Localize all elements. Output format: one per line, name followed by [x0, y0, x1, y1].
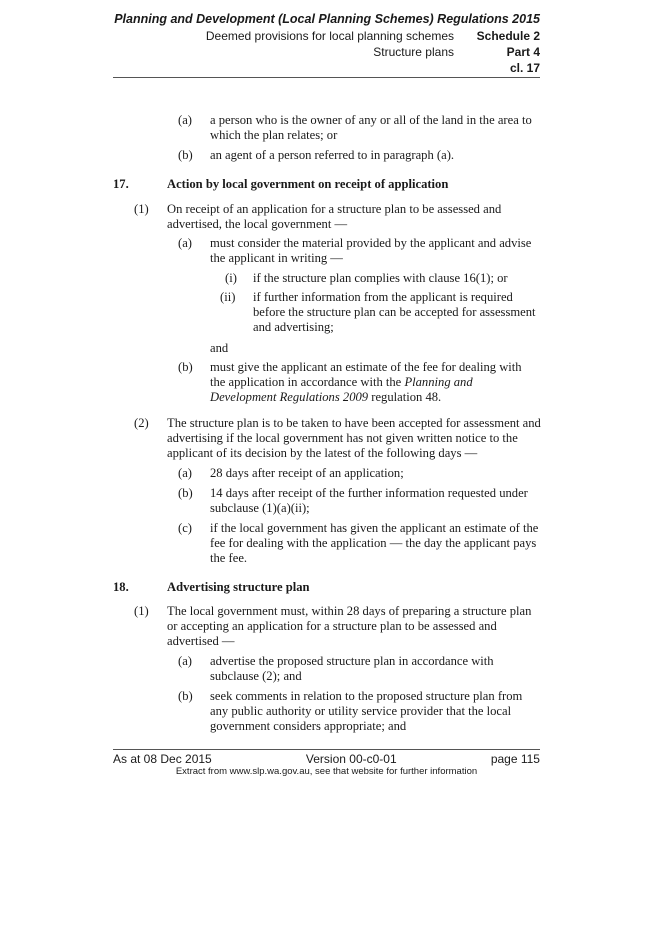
- header-row-part: [113, 45, 540, 59]
- section-heading: Advertising structure plan: [167, 580, 310, 594]
- paragraph-label: (b): [178, 689, 193, 703]
- subclause-label: (2): [134, 416, 149, 430]
- paragraph-text-part: must give the applicant an estimate of the fee for dealing with the application in accordance with the: [210, 360, 522, 389]
- header-row-value: cl. 17: [509, 61, 540, 75]
- paragraph-text: a person who is the owner of any or all of the land in the area to which the plan relates; or: [210, 113, 532, 142]
- section-number: 17.: [113, 177, 129, 191]
- paragraph-text: 28 days after receipt of an application;: [210, 466, 404, 480]
- running-header-title: Planning and Development (Local Planning Schemes) Regulations 2015: [114, 12, 540, 26]
- footer-page-number: page 115: [490, 752, 540, 766]
- subclause-label: (1): [134, 202, 149, 216]
- paragraph-label: (a): [178, 236, 192, 250]
- paragraph-text: [210, 360, 540, 405]
- footer-row: [113, 752, 540, 766]
- paragraph-text: must consider the material provided by the applicant and advise the applicant in writing —: [210, 236, 532, 265]
- footer-version: Version 00-c0-01: [305, 752, 397, 766]
- header-row-label: Structure plans: [373, 45, 454, 59]
- paragraph-label: (b): [178, 148, 193, 162]
- header-row-label: Deemed provisions for local planning schemes: [205, 29, 454, 43]
- header-divider: [113, 77, 540, 78]
- subparagraph-label: (ii): [220, 290, 236, 304]
- subparagraph-label: (i): [225, 271, 237, 285]
- subclause-text: The structure plan is to be taken to have been accepted for assessment and advertising if the local government has not given written notice to the applicant of its decision by the latest of the following days —: [167, 416, 541, 460]
- footer-date: As at 08 Dec 2015: [113, 752, 212, 766]
- subparagraph-text: if the structure plan complies with clause 16(1); or: [253, 271, 508, 285]
- act-title-italic: Planning and Development Regulations 2009: [210, 375, 473, 404]
- paragraph-text-part: regulation 48.: [371, 390, 442, 404]
- subclause-text: The local government must, within 28 days of preparing a structure plan or accepting an application for a structure plan to be assessed and advertised —: [167, 604, 532, 648]
- section-heading: Action by local government on receipt of application: [167, 177, 449, 191]
- paragraph-label: (c): [178, 521, 192, 535]
- paragraph-text: an agent of a person referred to in paragraph (a).: [210, 148, 455, 162]
- paragraph-text: seek comments in relation to the proposed structure plan from any public authority or utility service provider that the local government considers appropriate; and: [210, 689, 523, 733]
- paragraph-text: advertise the proposed structure plan in accordance with subclause (2); and: [210, 654, 494, 683]
- header-row-value: Schedule 2: [476, 29, 540, 43]
- paragraph-text: if the local government has given the applicant an estimate of the fee for dealing with the application — the day the applicant pays the fee.: [210, 521, 539, 565]
- paragraph-label: (a): [178, 466, 192, 480]
- section-number: 18.: [113, 580, 129, 594]
- paragraph-label: (a): [178, 113, 192, 127]
- paragraph-label: (a): [178, 654, 192, 668]
- header-row-clause: [113, 61, 540, 75]
- footer-divider: [113, 749, 540, 750]
- header-row-schedule: [113, 29, 540, 43]
- subclause-text: On receipt of an application for a structure plan to be assessed and advertised, the local government —: [167, 202, 502, 231]
- header-row-value: Part 4: [506, 45, 540, 59]
- paragraph-label: (b): [178, 486, 193, 500]
- subparagraph-text: if further information from the applicant is required before the structure plan can be accepted for assessment and advertising;: [253, 290, 536, 334]
- subclause-label: (1): [134, 604, 149, 618]
- conjunction-text: and: [210, 341, 229, 355]
- paragraph-text: 14 days after receipt of the further information requested under subclause (1)(a)(ii);: [210, 486, 528, 515]
- footer-source-note: Extract from www.slp.wa.gov.au, see that website for further information: [175, 766, 478, 777]
- paragraph-label: (b): [178, 360, 193, 374]
